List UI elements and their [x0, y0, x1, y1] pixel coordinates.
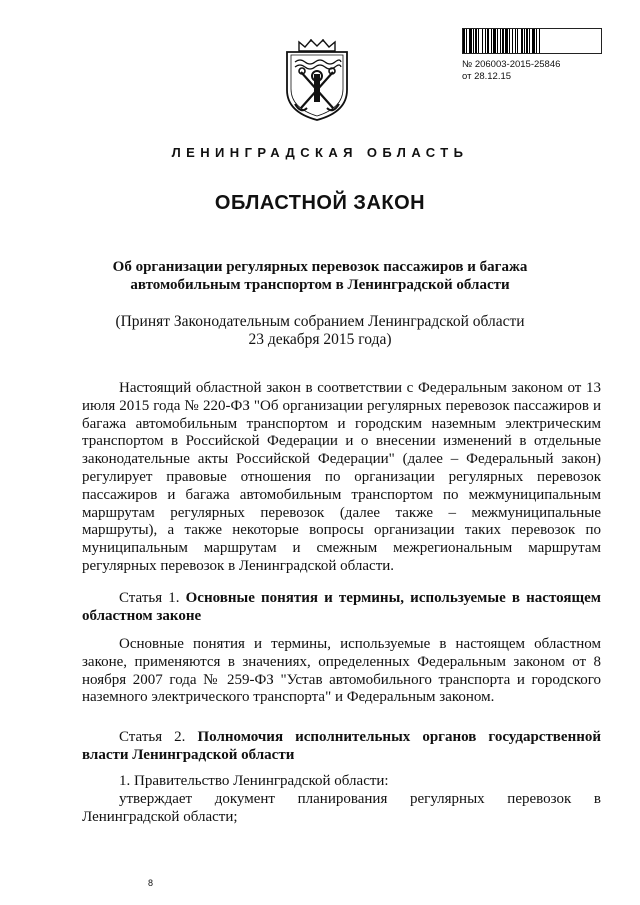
adoption-note — [80, 313, 560, 349]
barcode — [462, 28, 602, 54]
law-type-heading: ОБЛАСТНОЙ ЗАКОН — [214, 192, 426, 214]
region-title: ЛЕНИНГРАДСКАЯ ОБЛАСТЬ — [171, 145, 469, 160]
article-1-heading — [82, 589, 601, 625]
page-number: 8 — [148, 878, 154, 888]
article-1-paragraph: Основные понятия и термины, используемые в настоящем областном законе, применяются в значениях, определенных Федеральным законом от 8 ноября 2007 года № 259-ФЗ "Устав автомобильного транспорта и городского наземного электрического транспорта" и Федеральным законом. — [82, 636, 601, 706]
registration-date: от 28.12.15 — [462, 71, 512, 82]
article-2-heading — [82, 728, 601, 764]
article-2-title: Полномочия исполнительных органов государственной власти Ленинградской области — [82, 729, 601, 763]
adoption-note-line2: 23 декабря 2015 года) — [248, 331, 392, 348]
article-2-part-1-item: утверждает документ планирования регулярных перевозок в Ленинградской области; — [82, 790, 601, 825]
article-2-part-1-heading: 1. Правительство Ленинградской области: — [119, 773, 389, 789]
preamble — [82, 380, 601, 576]
registration-block — [462, 28, 612, 83]
coat-of-arms-emblem — [283, 38, 351, 122]
article-2-number: Статья 2. — [119, 729, 186, 745]
article-1-body — [82, 636, 601, 707]
registration-number: № 206003-2015-25846 — [462, 59, 561, 70]
article-1-title: Основные понятия и термины, используемые в настоящем областном законе — [82, 590, 601, 624]
preamble-paragraph: Настоящий областной закон в соответствии с Федеральным законом от 13 июля 2015 года № 220-ФЗ "Об организации регулярных перевозок пассажиров и багажа автомобильным транспортом и городским наземным электрическим транспортом в Российской Федерации и о внесении изменений в отдельные законодательные акты Российской Федерации" (далее – Федеральный закон) регулирует правовые отношения по организации регулярных перевозок пассажиров и багажа автомобильным транспортом по межмуниципальным маршрутам регулярных перевозок (далее также – межмуниципальные маршруты), а также некоторые вопросы организации таких перевозок по муниципальным маршрутам и смежным межрегиональным маршрутам регулярных перевозок в Ленинградской области. — [82, 380, 601, 574]
article-2-body — [82, 773, 601, 826]
article-1-number: Статья 1. — [119, 590, 180, 606]
adoption-note-line1: (Принят Законодательным собранием Ленинградской области — [115, 313, 525, 330]
law-title: Об организации регулярных перевозок пассажиров и багажа автомобильным транспортом в Ленинградской области — [112, 259, 528, 293]
